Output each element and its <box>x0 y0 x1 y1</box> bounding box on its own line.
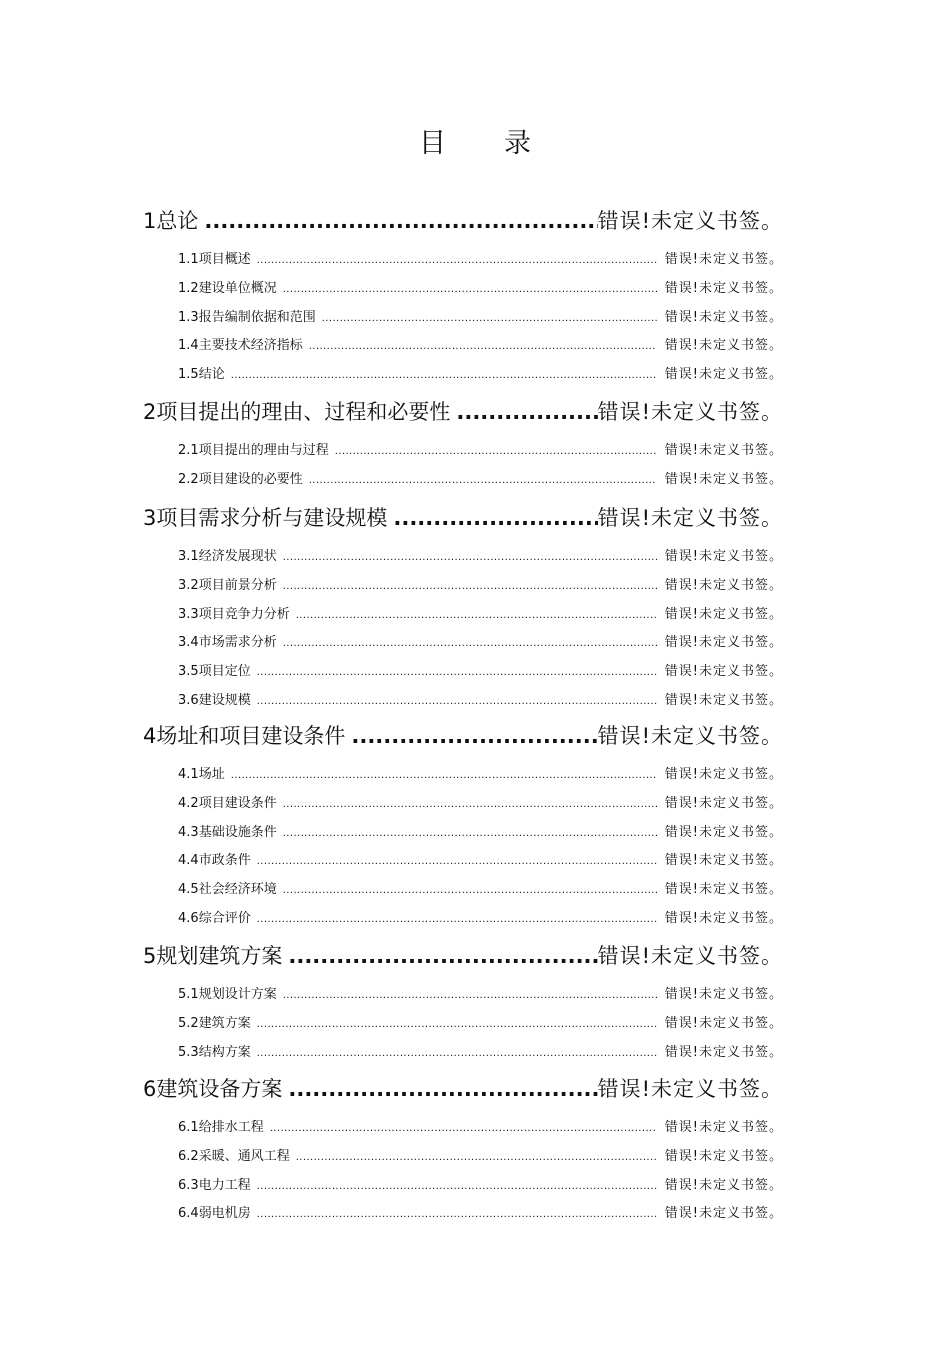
section-title: 社会经济环境 <box>198 882 277 898</box>
page-reference: 错误!未定义书签。 <box>664 664 783 680</box>
toc-section-entry[interactable] <box>178 1041 783 1060</box>
section-title: 项目建设条件 <box>198 795 277 811</box>
toc-section-entry[interactable] <box>178 363 783 382</box>
toc-chapter-entry[interactable] <box>143 502 783 532</box>
page-reference: 错误!未定义书签。 <box>664 252 783 267</box>
section-number: 4.3 <box>178 824 199 840</box>
section-number: 4.5 <box>178 882 199 898</box>
toc-section-entry[interactable] <box>178 631 783 650</box>
dot-leader <box>351 724 597 748</box>
page-reference: 错误!未定义书签。 <box>664 338 783 354</box>
dot-leader <box>288 944 597 968</box>
section-number: 3.2 <box>178 577 199 593</box>
section-title: 电力工程 <box>198 1177 251 1193</box>
page-reference: 错误!未定义书签。 <box>664 1148 783 1164</box>
section-number: 1.4 <box>178 338 199 354</box>
dot-leader <box>296 610 657 621</box>
page-reference: 错误!未定义书签。 <box>664 367 783 383</box>
toc-section-entry[interactable] <box>178 306 783 325</box>
section-number: 4.4 <box>178 853 199 869</box>
toc-chapter-entry[interactable] <box>143 720 783 750</box>
section-number: 1.1 <box>178 252 199 267</box>
toc-chapter-entry[interactable] <box>143 396 783 426</box>
page-reference: 错误!未定义书签。 <box>664 987 783 1002</box>
page-reference: 错误!未定义书签。 <box>597 944 783 968</box>
chapter-number: 4 <box>143 724 157 748</box>
toc-section-entry[interactable] <box>178 468 783 487</box>
section-number: 1.3 <box>178 309 199 325</box>
section-number: 1.5 <box>178 367 199 383</box>
toc-section-entry[interactable] <box>178 248 783 267</box>
toc-chapter-entry[interactable] <box>143 205 783 235</box>
section-title: 项目提出的理由与过程 <box>198 443 329 458</box>
chapter-title: 总论 <box>156 209 199 233</box>
section-number: 3.4 <box>178 635 199 651</box>
section-number: 3.6 <box>178 693 199 708</box>
toc-chapter-entry[interactable] <box>143 1073 783 1103</box>
dot-leader <box>257 1181 657 1192</box>
page-reference: 错误!未定义书签。 <box>664 1044 783 1060</box>
section-number: 6.3 <box>178 1177 199 1193</box>
dot-leader <box>257 914 657 925</box>
toc-section-entry[interactable] <box>178 689 783 708</box>
page-reference: 错误!未定义书签。 <box>664 280 783 296</box>
page-reference: 错误!未定义书签。 <box>664 693 783 708</box>
page-reference: 错误!未定义书签。 <box>597 724 783 748</box>
dot-leader <box>393 506 597 530</box>
dot-leader <box>231 370 657 381</box>
dot-leader <box>283 799 657 810</box>
toc-section-entry[interactable] <box>178 763 783 782</box>
chapter-title: 建筑设备方案 <box>156 1077 283 1101</box>
section-number: 5.1 <box>178 987 199 1002</box>
dot-leader <box>288 1077 597 1101</box>
section-title: 基础设施条件 <box>198 824 277 840</box>
dot-leader <box>335 446 657 457</box>
section-title: 项目定位 <box>198 664 251 680</box>
toc-title: 目录 <box>419 128 589 159</box>
toc-section-entry[interactable] <box>178 660 783 679</box>
toc-section-entry[interactable] <box>178 878 783 897</box>
section-title: 建设单位概况 <box>198 280 277 296</box>
section-title: 报告编制依据和范围 <box>198 309 316 325</box>
chapter-title: 项目需求分析与建设规模 <box>156 506 388 530</box>
chapter-title: 场址和项目建设条件 <box>156 724 346 748</box>
dot-leader <box>283 990 657 1001</box>
dot-leader <box>283 284 657 295</box>
section-title: 给排水工程 <box>198 1120 264 1135</box>
chapter-number: 5 <box>143 944 157 968</box>
page-reference: 错误!未定义书签。 <box>597 209 783 233</box>
toc-section-entry[interactable] <box>178 1116 783 1135</box>
dot-leader <box>257 1209 657 1220</box>
page-reference: 错误!未定义书签。 <box>664 1206 783 1222</box>
page-reference: 错误!未定义书签。 <box>664 911 783 926</box>
section-number: 6.2 <box>178 1148 199 1164</box>
dot-leader <box>257 1048 657 1059</box>
toc-section-entry[interactable] <box>178 334 783 353</box>
section-title: 建设规模 <box>198 693 251 708</box>
toc-section-entry[interactable] <box>178 821 783 840</box>
page-reference: 错误!未定义书签。 <box>664 635 783 651</box>
section-title: 建筑方案 <box>198 1015 251 1031</box>
dot-leader <box>283 828 657 839</box>
section-number: 4.6 <box>178 911 199 926</box>
section-number: 5.2 <box>178 1015 199 1031</box>
page-reference: 错误!未定义书签。 <box>664 882 783 898</box>
toc-section-entry[interactable] <box>178 849 783 868</box>
section-number: 6.4 <box>178 1206 199 1222</box>
dot-leader <box>257 255 657 266</box>
toc-chapter-entry[interactable] <box>143 940 783 970</box>
chapter-number: 2 <box>143 400 157 424</box>
toc-section-entry[interactable] <box>178 1145 783 1164</box>
chapter-number: 1 <box>143 209 157 233</box>
toc-section-entry[interactable] <box>178 1174 783 1193</box>
toc-section-entry[interactable] <box>178 439 783 458</box>
section-number: 4.2 <box>178 795 199 811</box>
page-reference: 错误!未定义书签。 <box>664 795 783 811</box>
page-reference: 错误!未定义书签。 <box>664 606 783 622</box>
section-title: 综合评价 <box>198 911 251 926</box>
dot-leader <box>257 856 657 867</box>
page-reference: 错误!未定义书签。 <box>597 400 783 424</box>
page-reference: 错误!未定义书签。 <box>664 1177 783 1193</box>
dot-leader <box>231 770 657 781</box>
page-reference: 错误!未定义书签。 <box>664 549 783 564</box>
dot-leader <box>309 341 657 352</box>
section-title: 主要技术经济指标 <box>198 338 303 354</box>
chapter-number: 6 <box>143 1077 157 1101</box>
toc-section-entry[interactable] <box>178 1202 783 1221</box>
page-reference: 错误!未定义书签。 <box>664 853 783 869</box>
dot-leader <box>283 581 657 592</box>
dot-leader <box>283 552 657 563</box>
section-title: 经济发展现状 <box>198 549 277 564</box>
section-title: 场址 <box>198 767 225 782</box>
dot-leader <box>283 885 657 896</box>
dot-leader <box>257 1019 657 1030</box>
page-reference: 错误!未定义书签。 <box>597 1077 783 1101</box>
section-number: 2.1 <box>178 443 199 458</box>
dot-leader <box>204 209 597 233</box>
chapter-title: 项目提出的理由、过程和必要性 <box>156 400 451 424</box>
section-title: 弱电机房 <box>198 1206 251 1222</box>
dot-leader <box>322 313 657 324</box>
dot-leader <box>456 400 597 424</box>
section-title: 项目前景分析 <box>198 577 277 593</box>
dot-leader <box>257 667 657 678</box>
section-number: 2.2 <box>178 471 199 487</box>
section-number: 3.1 <box>178 549 199 564</box>
page-reference: 错误!未定义书签。 <box>664 577 783 593</box>
page-reference: 错误!未定义书签。 <box>664 471 783 487</box>
section-title: 项目竞争力分析 <box>198 606 290 622</box>
section-number: 1.2 <box>178 280 199 296</box>
page-reference: 错误!未定义书签。 <box>664 1015 783 1031</box>
page-reference: 错误!未定义书签。 <box>664 767 783 782</box>
dot-leader <box>270 1123 657 1134</box>
toc-section-entry[interactable] <box>178 792 783 811</box>
dot-leader <box>257 696 657 707</box>
section-title: 项目建设的必要性 <box>198 471 303 487</box>
section-number: 6.1 <box>178 1120 199 1135</box>
section-title: 结论 <box>198 367 225 383</box>
section-number: 3.3 <box>178 606 199 622</box>
page-reference: 错误!未定义书签。 <box>664 443 783 458</box>
page-reference: 错误!未定义书签。 <box>664 824 783 840</box>
toc-section-entry[interactable] <box>178 907 783 926</box>
toc-section-entry[interactable] <box>178 983 783 1002</box>
section-title: 市场需求分析 <box>198 635 277 651</box>
chapter-title: 规划建筑方案 <box>156 944 283 968</box>
section-number: 5.3 <box>178 1044 199 1060</box>
toc-section-entry[interactable] <box>178 574 783 593</box>
chapter-number: 3 <box>143 506 157 530</box>
section-title: 规划设计方案 <box>198 987 277 1002</box>
page-reference: 错误!未定义书签。 <box>664 309 783 325</box>
toc-section-entry[interactable] <box>178 545 783 564</box>
dot-leader <box>309 475 657 486</box>
section-title: 项目概述 <box>198 252 251 267</box>
dot-leader <box>283 638 657 649</box>
section-title: 结构方案 <box>198 1044 251 1060</box>
section-title: 市政条件 <box>198 853 251 869</box>
toc-section-entry[interactable] <box>178 277 783 296</box>
section-number: 3.5 <box>178 664 199 680</box>
section-title: 采暖、通风工程 <box>198 1148 290 1164</box>
section-number: 4.1 <box>178 767 199 782</box>
page-reference: 错误!未定义书签。 <box>664 1120 783 1135</box>
dot-leader <box>296 1152 657 1163</box>
toc-section-entry[interactable] <box>178 603 783 622</box>
page-reference: 错误!未定义书签。 <box>597 506 783 530</box>
toc-section-entry[interactable] <box>178 1012 783 1031</box>
